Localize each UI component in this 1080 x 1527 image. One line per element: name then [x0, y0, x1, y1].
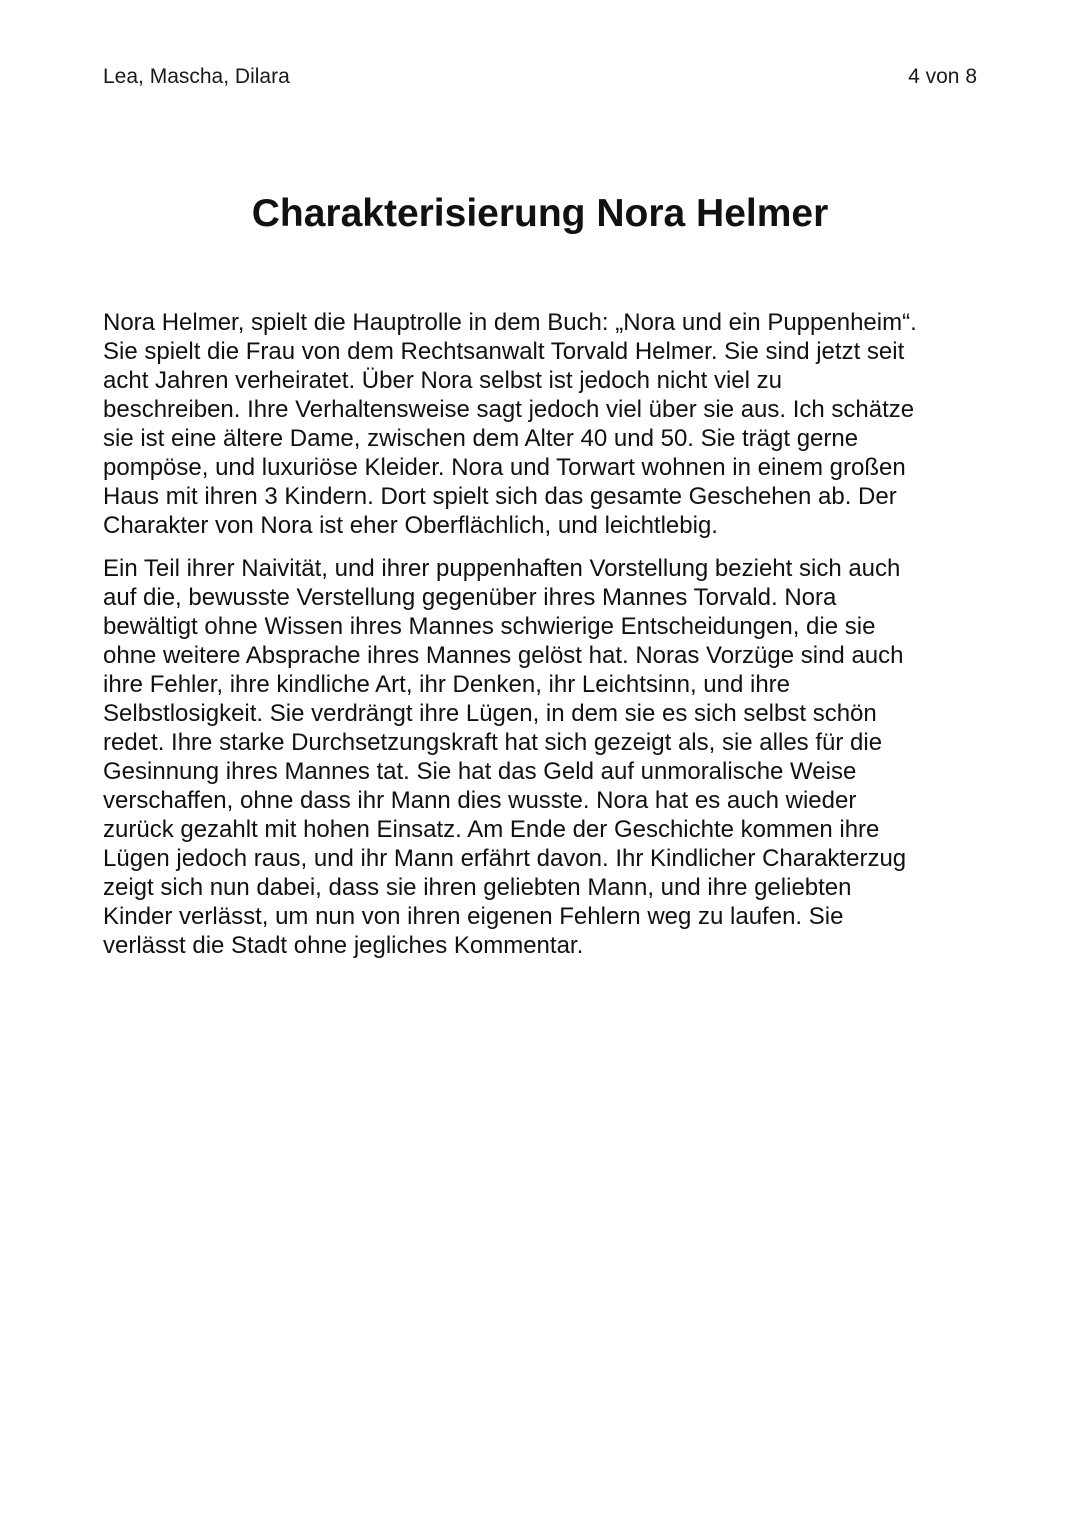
document-title: Charakterisierung Nora Helmer: [251, 192, 829, 235]
paragraph-line: verschaffen, ohne dass ihr Mann dies wusste. Nora hat es auch wieder: [103, 787, 857, 814]
paragraph-2: [103, 554, 983, 960]
paragraph-line: redet. Ihre starke Durchsetzungskraft hat sich gezeigt als, sie alles für die: [103, 729, 883, 756]
paragraph-line: acht Jahren verheiratet. Über Nora selbst ist jedoch nicht viel zu: [103, 367, 782, 394]
paragraph-line: zeigt sich nun dabei, dass sie ihren geliebten Mann, und ihre geliebten: [103, 874, 852, 901]
paragraph-line: zurück gezahlt mit hohen Einsatz. Am Ende der Geschichte kommen ihre: [103, 816, 880, 843]
paragraph-line: sie ist eine ältere Dame, zwischen dem Alter 40 und 50. Sie trägt gerne: [103, 425, 859, 452]
paragraph-line: Nora Helmer, spielt die Hauptrolle in dem Buch: „Nora und ein Puppenheim“.: [103, 309, 917, 336]
header-authors: Lea, Mascha, Dilara: [103, 65, 290, 88]
paragraph-line: Ein Teil ihrer Naivität, und ihrer puppenhaften Vorstellung bezieht sich auch: [103, 555, 901, 582]
paragraph-line: Charakter von Nora ist eher Oberflächlich, und leichtlebig.: [103, 512, 718, 539]
paragraph-line: Gesinnung ihres Mannes tat. Sie hat das Geld auf unmoralische Weise: [103, 758, 857, 785]
paragraph-line: pompöse, und luxuriöse Kleider. Nora und Torwart wohnen in einem großen: [103, 454, 906, 481]
header-page-indicator: 4 von 8: [908, 65, 977, 88]
paragraph-line: auf die, bewusste Verstellung gegenüber ihres Mannes Torvald. Nora: [103, 584, 837, 611]
paragraph-1: [103, 308, 983, 540]
paragraph-line: verlässt die Stadt ohne jegliches Kommentar.: [103, 932, 584, 959]
paragraph-line: Sie spielt die Frau von dem Rechtsanwalt Torvald Helmer. Sie sind jetzt seit: [103, 338, 905, 365]
paragraph-line: ohne weitere Absprache ihres Mannes gelöst hat. Noras Vorzüge sind auch: [103, 642, 904, 669]
paragraph-line: bewältigt ohne Wissen ihres Mannes schwierige Entscheidungen, die sie: [103, 613, 876, 640]
paragraph-line: Lügen jedoch raus, und ihr Mann erfährt davon. Ihr Kindlicher Charakterzug: [103, 845, 907, 872]
paragraph-line: Haus mit ihren 3 Kindern. Dort spielt sich das gesamte Geschehen ab. Der: [103, 483, 897, 510]
paragraph-line: ihre Fehler, ihre kindliche Art, ihr Denken, ihr Leichtsinn, und ihre: [103, 671, 791, 698]
paragraph-line: Kinder verlässt, um nun von ihren eigenen Fehlern weg zu laufen. Sie: [103, 903, 844, 930]
document-body: [103, 308, 983, 974]
paragraph-line: Selbstlosigkeit. Sie verdrängt ihre Lügen, in dem sie es sich selbst schön: [103, 700, 877, 727]
paragraph-line: beschreiben. Ihre Verhaltensweise sagt jedoch viel über sie aus. Ich schätze: [103, 396, 915, 423]
